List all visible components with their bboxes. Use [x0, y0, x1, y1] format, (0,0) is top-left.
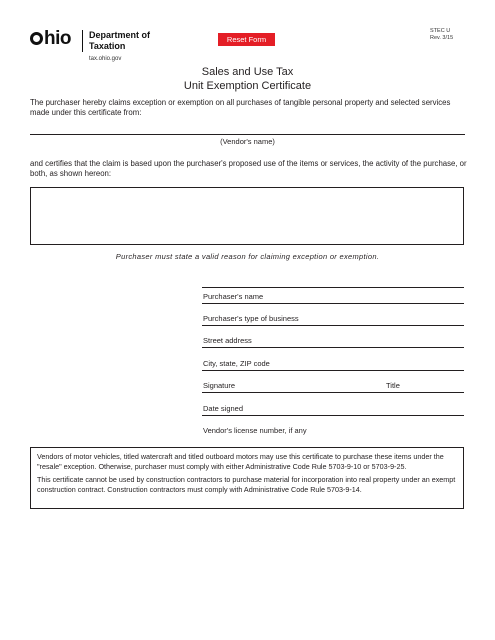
website-url: tax.ohio.gov: [89, 56, 122, 62]
date-signed-field[interactable]: [202, 399, 464, 416]
intro-text: The purchaser hereby claims exception or exemption on all purchases of tangible personal property and selected services made under this certificate from:: [30, 98, 451, 117]
form-title-line2: Unit Exemption Certificate: [183, 80, 312, 92]
purchaser-name-label: Purchaser's name: [203, 292, 264, 301]
form-code: STEC U: [430, 28, 451, 34]
purchaser-name-field[interactable]: [202, 287, 464, 304]
info-box: [30, 447, 464, 509]
department-line2: Taxation: [89, 41, 126, 51]
department-line1: Department of: [89, 30, 151, 40]
signature-title-field[interactable]: [202, 376, 464, 393]
signature-label: Signature: [203, 381, 236, 390]
city-state-zip-label: City, state, ZIP code: [203, 359, 270, 368]
vendor-name-label: (Vendor's name): [220, 137, 275, 146]
ohio-logo-text: hio: [44, 28, 71, 49]
reason-note: Purchaser must state a valid reason for claiming exception or exemption.: [115, 252, 380, 261]
business-type-label: Purchaser's type of business: [203, 314, 299, 323]
vendor-license-label: Vendor's license number, if any: [203, 426, 307, 435]
form-title-line1: Sales and Use Tax: [201, 66, 294, 78]
form-code-block: [430, 28, 453, 41]
street-address-label: Street address: [203, 336, 252, 345]
ohio-logo-o-icon: [30, 32, 43, 45]
title-label: Title: [386, 381, 400, 390]
date-signed-label: Date signed: [203, 404, 244, 413]
business-type-field[interactable]: [202, 309, 464, 326]
department-name: [89, 30, 150, 52]
street-address-field[interactable]: [202, 331, 464, 348]
city-state-zip-field[interactable]: [202, 354, 464, 371]
vendor-license-field[interactable]: [202, 421, 464, 437]
certify-text: and certifies that the claim is based upon the purchaser's proposed use of the items or services, the activity of the purchase, or both, as shown hereon:: [30, 159, 467, 178]
ohio-logo: [30, 28, 71, 50]
info-paragraph-2: This certificate cannot be used by construction contractors to purchase material for incorporation into real property under an exempt construction contract. Construction contractors must comply with Administrative Code Rule 5703-9-14.: [37, 475, 456, 494]
info-paragraph-1: Vendors of motor vehicles, titled watercraft and titled outboard motors may use this certificate to purchase these items under the "resale" exception. Otherwise, purchaser must comply with either Administrative Code Rule 5703-9-10 or 5703-9-25.: [37, 452, 444, 471]
logo-divider: [82, 30, 83, 52]
form-revision: Rev. 3/15: [430, 34, 454, 41]
exemption-reason-textarea[interactable]: [30, 187, 464, 245]
reset-form-button[interactable]: Reset Form: [218, 33, 275, 46]
vendor-name-field[interactable]: [30, 134, 465, 135]
